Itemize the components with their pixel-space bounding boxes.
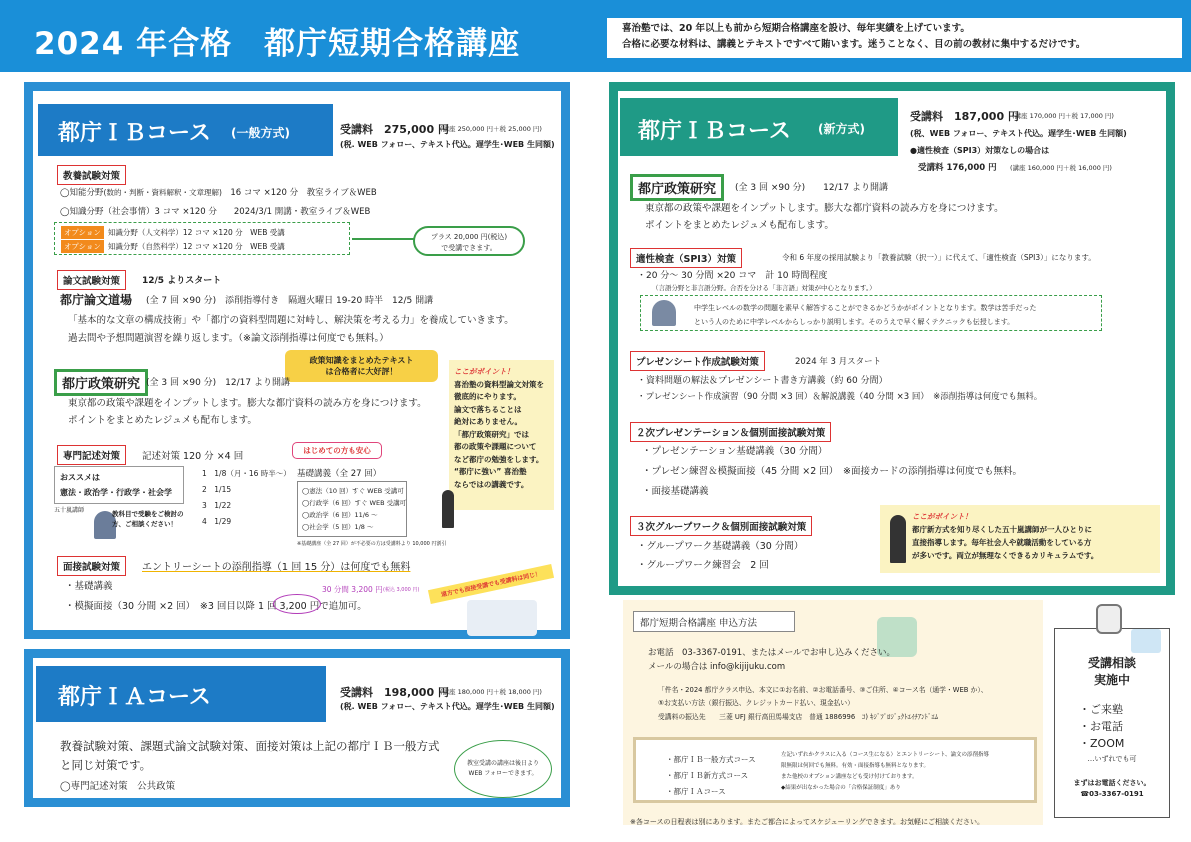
- tekisei-note: 令和 6 年度の採用試験より「教養試験（択一）」に代えて、「適性検査（SPI3）」になります。: [782, 253, 1096, 262]
- consult-title-2: 実施中: [1093, 673, 1130, 687]
- dojo-title: 都庁論文道場: [60, 293, 133, 307]
- consult-illustration: [1131, 629, 1161, 653]
- ib-general-price-note: (税. WEB フォロー、テキスト代込。遅学生･WEB 生同額): [340, 140, 555, 149]
- ib-general-price: 受講料 275,000 円: [340, 123, 449, 136]
- kiso-title: 基礎講義（全 27 回）: [297, 469, 382, 479]
- sanji-2: ・グループワーク練習会 2 回: [637, 560, 769, 571]
- senmon-schedule: 1 1/8（月・16 時半〜） 2 1/15 3 1/22 4 1/29: [202, 469, 291, 526]
- clip-icon: [1096, 604, 1122, 634]
- ibn-teacher-figure: [890, 515, 906, 563]
- kyoyo-2: ◯知識分野（社会事情）3 コマ ×120 分 2024/3/1 開講・教室ライブ＆WEB: [60, 207, 371, 217]
- ib-new-title: 都庁ＩＢコース: [638, 119, 791, 144]
- dojo-desc-1: 「基本的な文章の構成技術」や「都庁の資料型問題に対峙し、解決策を考える力」を養成していきます。: [68, 315, 514, 326]
- intro-box: [607, 18, 1182, 58]
- senmon-info: 記述対策 120 分 ×4 回: [142, 451, 244, 462]
- kiso-list: ◯憲法（10 回）すぐ WEB 受講可 ◯行政学（6 回）すぐ WEB 受講可 ◯政治学（6 回）11/6 〜 ◯社会学（5 回）1/8 〜: [297, 481, 407, 537]
- tekisei-desc-2: という人のために中学レベルからしっかり説明します。そのうえで早く解くテクニックも伝授します。: [694, 318, 1015, 326]
- mensetsu-1: ・基礎講義: [65, 581, 113, 592]
- hajime-label: はじめての方も安心: [292, 442, 382, 459]
- seisaku-desc-2: ポイントをまとめたレジュメも配布します。: [68, 415, 257, 426]
- text-bubble: 政策知識をまとめたテキスト は合格者に大好評！: [285, 350, 438, 382]
- apply-bank: 受講料の振込先 三菱 UFJ 銀行高田馬場支店 普通 1886996 ｺ) ｷｼﾞﾌﾟﾛｼﾞｪｸﾄｴｲﾁｱﾝﾄﾞｴﾑ: [658, 713, 939, 721]
- spi-none-price: 受講料 176,000 円: [918, 163, 997, 173]
- intro-line-2: 合格に必要な材料は、講義とテキストですべて賄います。迷うことなく、目の前の教材に集中するだけです。: [622, 39, 1086, 50]
- apply-title: 都庁短期合格講座 申込方法: [633, 611, 795, 632]
- ibn-seisaku-info: (全 3 回 ×90 分) 12/17 より開講: [735, 183, 888, 193]
- ib-new-header: [620, 98, 898, 156]
- pres-2: ・プレゼンシート作成演習（90 分間 ×3 回）＆解説講義（40 分間 ×3 回） ※添削指導は何度でも無料。: [637, 392, 1043, 402]
- teacher-figure: [442, 490, 454, 528]
- ronbun-start: 12/5 よりスタート: [142, 276, 222, 286]
- senmon-label: 専門記述対策: [57, 445, 126, 465]
- apply-line-1: 「件名・2024 都庁クラス申込、本文に①お名前、②お電話番号、③ご住所、④コース名（通学・WEB か）、: [658, 686, 988, 694]
- sanji-1: ・グループワーク基礎講義（30 分間）: [637, 541, 804, 552]
- mensetsu-note-2: (税込 3,000 円): [383, 587, 420, 593]
- consult-item-3: ・ZOOM: [1079, 737, 1125, 750]
- tekisei-2: （言語分野と非言語分野。合否を分ける「非言語」対策が中心となります。）: [652, 284, 876, 292]
- ia-badge: 教室受講の講座は後日より WEB フォローできます。: [454, 740, 552, 798]
- entry-note: エントリーシートの添削指導（1 回 15 分）は何度でも無料: [142, 562, 411, 573]
- niji-1: ・プレゼンテーション基礎講義（30 分間）: [642, 446, 828, 457]
- ibn-seisaku-desc-1: 東京都の政策や課題をインプットします。膨大な都庁資料の読み方を身につけます。: [645, 203, 1004, 214]
- consult-other: …いずれでも可: [1087, 755, 1137, 763]
- ib-general-subtitle: (一般方式): [231, 126, 290, 140]
- ib-new-price-note: (税、WEB フォロー、テキスト代込。遅学生･WEB 生同額): [910, 129, 1127, 138]
- tekisei-1: ・20 分〜 30 分間 ×20 コマ 計 10 時間程度: [637, 271, 828, 281]
- ribbon: 遠方でも面接受講でも受講料は同じ！: [428, 564, 554, 604]
- apply-course-1: ・都庁ＩＢ一般方式コース: [666, 755, 756, 764]
- consult-title-1: 受講相談: [1087, 656, 1136, 670]
- ibn-point-box: [880, 505, 1160, 573]
- zoom-illustration: [467, 600, 537, 636]
- apply-mail: メールの場合は info@kijijuku.com: [648, 662, 786, 672]
- tekisei-desc-1: 中学生レベルの数学の問題を素早く解答することができるかどうかがポイントとなります。数学は苦手だった: [694, 304, 1037, 312]
- consult-item-1: ・ご来塾: [1079, 703, 1123, 716]
- tekisei-label: 適性検査（SPI3）対策: [630, 248, 742, 268]
- ib-new-subtitle: (新方式): [818, 122, 865, 136]
- kyoyo-1: ◯知能分野(数的・判断・資料解釈・文章理解) 16 コマ ×120 分 教室ライブ＆WEB: [60, 188, 377, 198]
- pres-label: プレゼンシート作成試験対策: [630, 351, 765, 371]
- teacher-name: 五十嵐講師: [54, 507, 85, 514]
- ib-general-header: [38, 104, 333, 156]
- ia-title: 都庁ＩＡコース: [58, 685, 211, 710]
- apply-course-3: ・都庁ＩＡコース: [666, 787, 726, 796]
- arrow-line: [352, 238, 414, 240]
- ia-desc-2: と同じ対策です。: [60, 758, 152, 772]
- ibn-seisaku-label: 都庁政策研究: [630, 174, 724, 201]
- osusume-box: おススメは 憲法・政治学・行政学・社会学: [54, 466, 184, 504]
- intro-line-1: 喜治塾では、20 年以上も前から短期合格講座を設け、毎年実績を上げています。: [622, 23, 970, 34]
- option-box: オプション 知識分野（人文科学）12 コマ ×120 分 WEB 受講 オプション 知識分野（自然科学）12 コマ ×120 分 WEB 受講: [54, 222, 350, 255]
- niji-label: ２次プレゼンテーション＆個別面接試験対策: [630, 422, 831, 442]
- kiso-note: ※基礎講座（全 27 回）が不必要の方は受講料より 10,000 円割引: [297, 541, 447, 547]
- page-title: 2024 年合格 都庁短期合格講座: [34, 26, 521, 62]
- apply-footer: ※各コースの日程表は別にあります。またご都合によってスケジューリングできます。お気軽にご相談ください。: [630, 818, 984, 826]
- mensetsu-note: 30 分間 3,200 円: [322, 585, 383, 594]
- point-box: ここがポイント！ 喜治塾の資料型論文対策を 徹底的にやります。 論文で落ちることは 絶対にありません。 「都庁政策研究」では 都の政策や課題について など都庁の勉強をします。 “都庁に強い” 喜治塾 ならではの講義です。: [449, 360, 554, 510]
- ibn-point-title: ここがポイント！: [912, 512, 972, 521]
- seisaku-info: (全 3 回 ×90 分) 12/17 より開講: [146, 378, 290, 388]
- ib-new-price: 受講料 187,000 円: [910, 110, 1019, 123]
- ib-general-price-detail: (講座 250,000 円＋税 25,000 円): [440, 125, 542, 133]
- price-circle: [273, 594, 321, 614]
- consult-item-2: ・お電話: [1079, 720, 1123, 733]
- kyoyo-label: 教養試験対策: [57, 165, 126, 185]
- pres-1: ・資料問題の解法＆プレゼンシート書き方講義（約 60 分間）: [637, 376, 888, 386]
- niji-2: ・プレゼン練習＆模擬面接（45 分間 ×2 回） ※面接カードの添削指導は何度でも無料。: [642, 466, 1022, 477]
- ia-desc-1: 教養試験対策、課題式論文試験対策、面接対策は上記の都庁ＩＢ一般方式: [60, 739, 440, 753]
- apply-course-2: ・都庁ＩＢ新方式コース: [666, 771, 749, 780]
- sanji-label: ３次グループワーク＆個別面接試験対策: [630, 516, 812, 536]
- consult-footer-1: まずはお電話ください。: [1073, 779, 1151, 787]
- seisaku-desc-1: 東京都の政策や課題をインプットします。膨大な都庁資料の読み方を身につけます。: [68, 398, 427, 409]
- consult-card: [1054, 628, 1170, 818]
- ibn-point-3: が多いです。両立が無理なくできるカリキュラムです。: [912, 551, 1099, 560]
- apply-line-2: ⑤お支払い方法（銀行振込、クレジットカード払い、現金払い）: [658, 699, 855, 707]
- mensetsu-label: 面接試験対策: [57, 556, 126, 576]
- spi-none-note: ●適性検査（SPI3）対策なしの場合は: [910, 146, 1050, 155]
- apply-courses-box: ・都庁ＩＢ一般方式コース ・都庁ＩＢ新方式コース ・都庁ＩＡコース 左記いずれかクラスに入る（コース生になる）とエントリーシート、論文の添削指導 限無限は何回でも無料。有効・面接指導も無料となります。 また他校のオプション講座なども受け付けております。 ◆結果が出なかった場合の「合格保証制度」あり: [633, 737, 1037, 803]
- seisaku-label: 都庁政策研究: [54, 369, 148, 396]
- ibn-point-2: 直接指導します。毎年社会人や就職活動をしている方: [912, 538, 1092, 547]
- mensetsu-2: ・模擬面接（30 分間 ×2 回） ※3 回目以降 1 回 3,200 円で追加可。: [65, 601, 367, 612]
- spi-none-detail: (講座 160,000 円＋税 16,000 円): [1010, 164, 1112, 172]
- ia-header: [36, 666, 326, 722]
- dojo-desc-2: 過去問や予想問題演習を繰り返します。（※論文添削指導は何度でも無料。）: [68, 333, 389, 344]
- ia-price: 受講料 198,000 円: [340, 686, 449, 699]
- plus-note: プラス 20,000 円(税込) で受講できます。: [413, 226, 525, 256]
- niji-3: ・面接基礎講義: [642, 486, 709, 497]
- ia-desc-3: ◯専門記述対策 公共政策: [60, 781, 176, 792]
- consult-footer-2: ☎03-3367-0191: [1080, 790, 1144, 798]
- pres-start: 2024 年 3 月スタート: [795, 357, 882, 367]
- ia-price-note: (税. WEB フォロー、テキスト代込。遅学生･WEB 生同額): [340, 702, 555, 711]
- apply-tel: お電話 03-3367-0191、またはメールでお申し込みください。: [648, 648, 896, 658]
- ibn-point-1: 都庁新方式を知り尽くした五十嵐講師が一人ひとりに: [912, 525, 1092, 534]
- dojo-info: (全 7 回 ×90 分) 添削指導付き 隔週火曜日 19-20 時半 12/5 開講: [146, 296, 434, 306]
- instructor-photo: [652, 300, 676, 326]
- ib-general-title: 都庁ＩＢコース: [58, 121, 211, 146]
- ia-price-detail: (講座 180,000 円＋税 18,000 円): [440, 688, 542, 696]
- ronbun-label: 論文試験対策: [57, 270, 126, 290]
- ibn-seisaku-desc-2: ポイントをまとめたレジュメも配布します。: [645, 220, 834, 231]
- teacher-note: 教科目で受験をご検討の 方、ご相談ください！: [112, 510, 184, 528]
- ib-new-price-detail: (講座 170,000 円＋税 17,000 円): [1012, 112, 1114, 120]
